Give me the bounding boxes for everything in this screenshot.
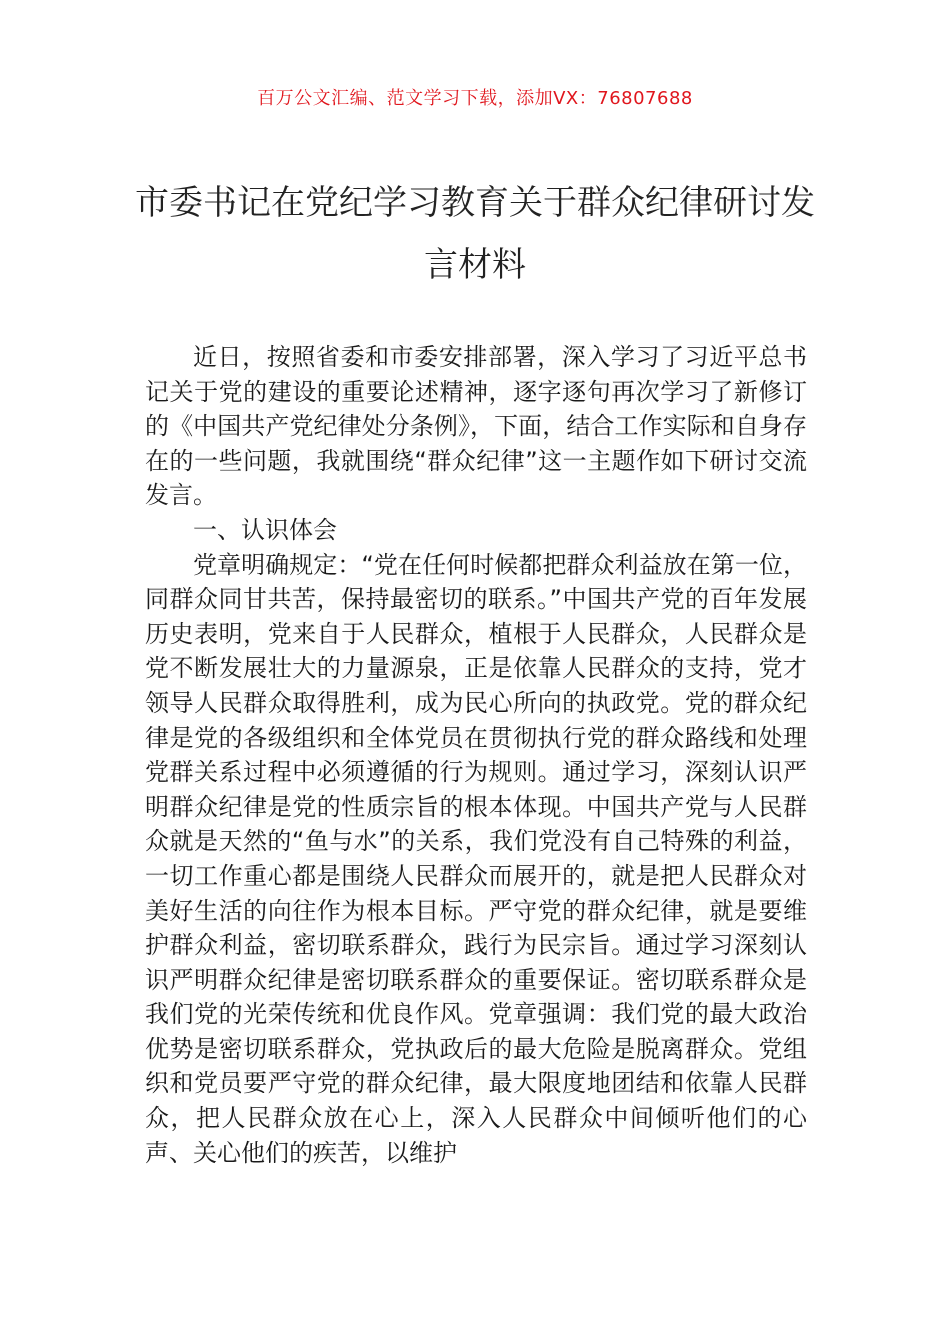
document-body [145, 340, 807, 1170]
paragraph-intro: 近日，按照省委和市委安排部署，深入学习了习近平总书记关于党的建设的重要论述精神，逐字逐句再次学习了新修订的《中国共产党纪律处分条例》，下面，结合工作实际和自身存在的一些问题，我就围绕“群众纪律”这一主题作如下研讨交流发言。 [145, 343, 807, 510]
paragraph-body: 党章明确规定：“党在任何时候都把群众利益放在第一位，同群众同甘共苦，保持最密切的联系。”中国共产党的百年发展历史表明，党来自于人民群众，植根于人民群众，人民群众是党不断发展壮大的力量源泉，正是依靠人民群众的支持，党才领导人民群众取得胜利，成为民心所向的执政党。党的群众纪律是党的各级组织和全体党员在贯彻执行党的群众路线和处理党群关系过程中必须遵循的行为规则。通过学习，深刻认识严明群众纪律是党的性质宗旨的根本体现。中国共产党与人民群众就是天然的“鱼与水”的关系，我们党没有自己特殊的利益，一切工作重心都是围绕人民群众而展开的，就是把人民群众对美好生活的向往作为根本目标。严守党的群众纪律，就是要维护群众利益，密切联系群众，践行为民宗旨。通过学习深刻认识严明群众纪律是密切联系群众的重要保证。密切联系群众是我们党的光荣传统和优良作风。党章强调：我们党的最大政治优势是密切联系群众，党执政后的最大危险是脱离群众。党组织和党员要严守党的群众纪律，最大限度地团结和依靠人民群众，把人民群众放在心上，深入人民群众中间倾听他们的心声、关心他们的疾苦，以维护 [145, 550, 807, 1167]
watermark-header: 百万公文汇编、范文学习下载，添加VX：76807688 [257, 88, 693, 109]
section-heading: 一、认识体会 [193, 515, 337, 544]
document-title: 市委书记在党纪学习教育关于群众纪律研讨发言材料 [135, 183, 815, 285]
